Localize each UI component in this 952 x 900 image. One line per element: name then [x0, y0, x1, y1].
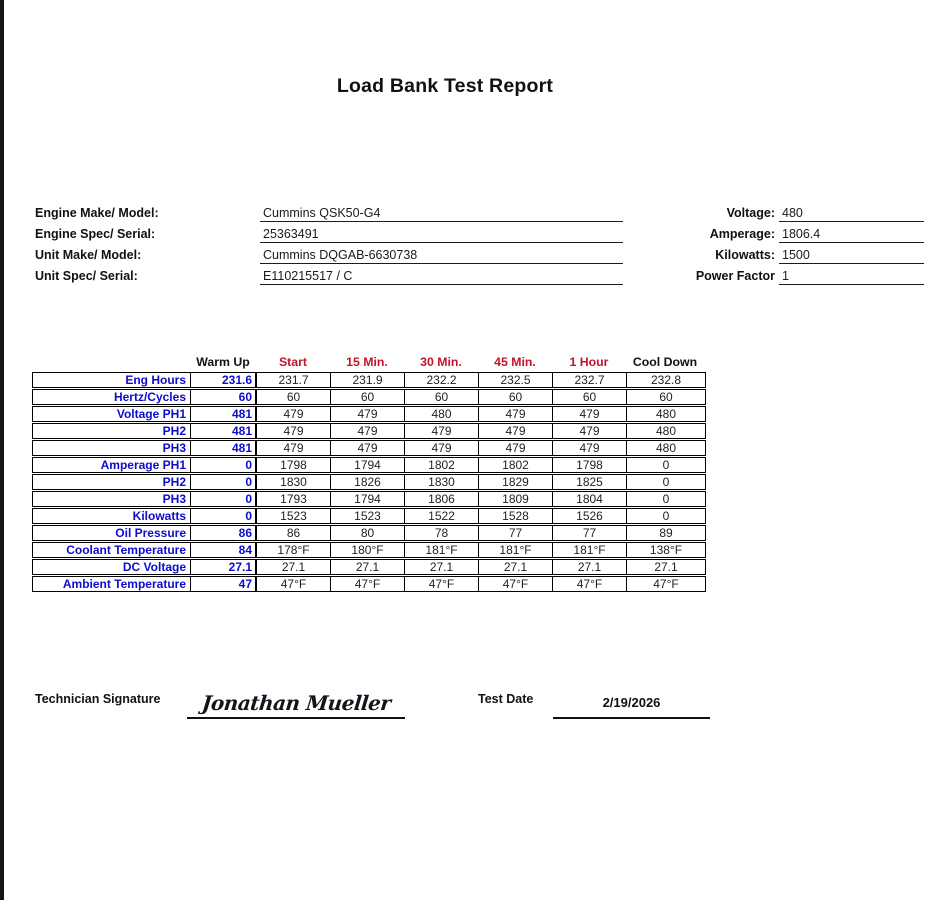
- reading-value-cell: 47°F: [653, 577, 679, 591]
- voltage-field[interactable]: 480: [779, 206, 924, 222]
- reading-value-cell: 479: [479, 441, 553, 455]
- engine-make-model-row: [35, 206, 623, 227]
- reading-value-cell: 479: [553, 424, 627, 438]
- row-label: PH2: [33, 424, 191, 438]
- reading-value-cell: 77: [553, 526, 627, 540]
- reading-value-cell: 27.1: [331, 560, 405, 574]
- reading-value-cell: 27.1: [257, 560, 331, 574]
- warm-up-value-cell: 0: [191, 475, 257, 489]
- reading-value-cell: 27.1: [654, 560, 678, 574]
- reading-value-cell: 60: [479, 390, 553, 404]
- engine-make-model-label: Engine Make/ Model:: [35, 206, 159, 220]
- reading-value-cell: 86: [257, 526, 331, 540]
- reading-value-cell: 480: [655, 441, 677, 455]
- technician-signature-field[interactable]: [187, 674, 405, 719]
- reading-value-cell: 60: [659, 390, 673, 404]
- warm-up-value-cell: 27.1: [191, 560, 257, 574]
- reading-value-cell: 89: [659, 526, 673, 540]
- power-factor-row: [676, 269, 924, 290]
- table-header-row: [32, 353, 706, 371]
- reading-value-cell: 479: [553, 441, 627, 455]
- warm-up-value-cell: 84: [191, 543, 257, 557]
- scan-edge-artifact: [0, 0, 4, 900]
- reading-value-cell: 480: [655, 424, 677, 438]
- row-label: Coolant Temperature: [33, 543, 191, 557]
- reading-value-cell: 1798: [257, 458, 331, 472]
- warm-up-value-cell: 0: [191, 509, 257, 523]
- reading-value-cell: 1798: [553, 458, 627, 472]
- row-label: Amperage PH1: [33, 458, 191, 472]
- amperage-row: [676, 227, 924, 248]
- unit-spec-serial-field[interactable]: E110215517 / C: [260, 269, 623, 285]
- reading-value-cell: 479: [257, 424, 331, 438]
- kilowatts-field[interactable]: 1500: [779, 248, 924, 264]
- reading-value-cell: 232.8: [650, 373, 682, 387]
- reading-value-cell: 138°F: [649, 543, 683, 557]
- table-row: [32, 474, 706, 490]
- row-label: Kilowatts: [33, 509, 191, 523]
- kilowatts-row: [676, 248, 924, 269]
- table-row: [32, 389, 706, 405]
- column-header-45-min: 45 Min.: [494, 355, 536, 369]
- reading-value-cell: 60: [331, 390, 405, 404]
- test-date-value: 2/19/2026: [602, 695, 661, 710]
- warm-up-value-cell: 481: [191, 441, 257, 455]
- reading-value-cell: 80: [331, 526, 405, 540]
- reading-value-cell: 1802: [405, 458, 479, 472]
- reading-value-cell: 479: [405, 441, 479, 455]
- column-header-cool-down: Cool Down: [632, 355, 698, 369]
- reading-value-cell: 479: [257, 407, 331, 421]
- reading-value-cell: 479: [479, 424, 553, 438]
- row-label: Eng Hours: [33, 373, 191, 387]
- reading-value-cell: 47°F: [479, 577, 553, 591]
- reading-value-cell: 1526: [553, 509, 627, 523]
- warm-up-value-cell: 481: [191, 407, 257, 421]
- reading-value-cell: 1829: [479, 475, 553, 489]
- reading-value-cell: 232.2: [405, 373, 479, 387]
- reading-value-cell: 60: [405, 390, 479, 404]
- reading-value-cell: 0: [662, 492, 670, 506]
- engine-spec-serial-field[interactable]: 25363491: [260, 227, 623, 243]
- table-row: [32, 423, 706, 439]
- reading-value-cell: 1523: [331, 509, 405, 523]
- unit-spec-serial-label: Unit Spec/ Serial:: [35, 269, 138, 283]
- reading-value-cell: 1806: [405, 492, 479, 506]
- warm-up-value-cell: 60: [191, 390, 257, 404]
- reading-value-cell: 0: [662, 475, 670, 489]
- reading-value-cell: 479: [331, 407, 405, 421]
- reading-value-cell: 0: [662, 509, 670, 523]
- column-header-30-min: 30 Min.: [420, 355, 462, 369]
- row-label: PH3: [33, 441, 191, 455]
- engine-spec-serial-label: Engine Spec/ Serial:: [35, 227, 156, 241]
- voltage-label: Voltage:: [726, 206, 775, 220]
- reading-value-cell: 60: [553, 390, 627, 404]
- engine-unit-info-section: [35, 206, 623, 290]
- column-header-15-min: 15 Min.: [346, 355, 388, 369]
- power-factor-label: Power Factor: [695, 269, 775, 283]
- warm-up-value-cell: 0: [191, 458, 257, 472]
- engine-spec-serial-row: [35, 227, 623, 248]
- reading-value-cell: 480: [655, 407, 677, 421]
- test-date-label: Test Date: [478, 692, 534, 706]
- readings-table: [32, 353, 706, 593]
- row-label: Ambient Temperature: [33, 577, 191, 591]
- reading-value-cell: 479: [257, 441, 331, 455]
- unit-make-model-row: [35, 248, 623, 269]
- reading-value-cell: 27.1: [553, 560, 627, 574]
- table-row: [32, 542, 706, 558]
- row-label: PH2: [33, 475, 191, 489]
- reading-value-cell: 1802: [479, 458, 553, 472]
- reading-value-cell: 479: [331, 441, 405, 455]
- reading-value-cell: 0: [662, 458, 670, 472]
- reading-value-cell: 1793: [257, 492, 331, 506]
- reading-value-cell: 178°F: [257, 543, 331, 557]
- power-factor-field[interactable]: 1: [779, 269, 924, 285]
- reading-value-cell: 27.1: [479, 560, 553, 574]
- reading-value-cell: 479: [479, 407, 553, 421]
- table-row: [32, 508, 706, 524]
- kilowatts-label: Kilowatts:: [715, 248, 775, 262]
- voltage-row: [676, 206, 924, 227]
- reading-value-cell: 1522: [405, 509, 479, 523]
- engine-make-model-field[interactable]: Cummins QSK50-G4: [260, 206, 623, 222]
- row-label: Hertz/Cycles: [33, 390, 191, 404]
- row-label: PH3: [33, 492, 191, 506]
- warm-up-value-cell: 47: [191, 577, 257, 591]
- unit-make-model-label: Unit Make/ Model:: [35, 248, 142, 262]
- row-label: Oil Pressure: [33, 526, 191, 540]
- table-row: [32, 559, 706, 575]
- reading-value-cell: 77: [479, 526, 553, 540]
- unit-make-model-field[interactable]: Cummins DQGAB-6630738: [260, 248, 623, 264]
- reading-value-cell: 1826: [331, 475, 405, 489]
- reading-value-cell: 181°F: [405, 543, 479, 557]
- amperage-label: Amperage:: [709, 227, 775, 241]
- reading-value-cell: 180°F: [331, 543, 405, 557]
- reading-value-cell: 1830: [257, 475, 331, 489]
- reading-value-cell: 1794: [331, 492, 405, 506]
- reading-value-cell: 1809: [479, 492, 553, 506]
- reading-value-cell: 181°F: [479, 543, 553, 557]
- warm-up-value-cell: 481: [191, 424, 257, 438]
- technician-signature-label: Technician Signature: [35, 692, 161, 706]
- reading-value-cell: 47°F: [553, 577, 627, 591]
- test-date-field[interactable]: [553, 674, 710, 719]
- reading-value-cell: 27.1: [405, 560, 479, 574]
- warm-up-value-cell: 231.6: [191, 373, 257, 387]
- table-row: [32, 372, 706, 388]
- reading-value-cell: 479: [405, 424, 479, 438]
- reading-value-cell: 479: [331, 424, 405, 438]
- table-row: [32, 440, 706, 456]
- reading-value-cell: 78: [405, 526, 479, 540]
- reading-value-cell: 1523: [257, 509, 331, 523]
- reading-value-cell: 231.9: [331, 373, 405, 387]
- reading-value-cell: 1528: [479, 509, 553, 523]
- reading-value-cell: 479: [553, 407, 627, 421]
- table-row: [32, 457, 706, 473]
- reading-value-cell: 480: [405, 407, 479, 421]
- column-header-1-hour: 1 Hour: [569, 355, 609, 369]
- reading-value-cell: 231.7: [257, 373, 331, 387]
- row-label: DC Voltage: [33, 560, 191, 574]
- unit-spec-serial-row: [35, 269, 623, 290]
- reading-value-cell: 60: [257, 390, 331, 404]
- reading-value-cell: 1794: [331, 458, 405, 472]
- table-row: [32, 406, 706, 422]
- reading-value-cell: 47°F: [257, 577, 331, 591]
- amperage-field[interactable]: 1806.4: [779, 227, 924, 243]
- column-header-warm-up: Warm Up: [196, 355, 250, 369]
- table-row: [32, 525, 706, 541]
- electrical-ratings-section: [676, 206, 924, 290]
- reading-value-cell: 1825: [553, 475, 627, 489]
- warm-up-value-cell: 86: [191, 526, 257, 540]
- reading-value-cell: 47°F: [331, 577, 405, 591]
- reading-value-cell: 47°F: [405, 577, 479, 591]
- reading-value-cell: 1804: [553, 492, 627, 506]
- table-row: [32, 576, 706, 592]
- technician-signature-value: Jonathan Mueller: [200, 691, 392, 715]
- report-title: Load Bank Test Report: [336, 75, 554, 97]
- reading-value-cell: 1830: [405, 475, 479, 489]
- reading-value-cell: 181°F: [553, 543, 627, 557]
- column-header-start: Start: [278, 355, 308, 369]
- reading-value-cell: 232.5: [479, 373, 553, 387]
- table-row: [32, 491, 706, 507]
- reading-value-cell: 232.7: [553, 373, 627, 387]
- row-label: Voltage PH1: [33, 407, 191, 421]
- warm-up-value-cell: 0: [191, 492, 257, 506]
